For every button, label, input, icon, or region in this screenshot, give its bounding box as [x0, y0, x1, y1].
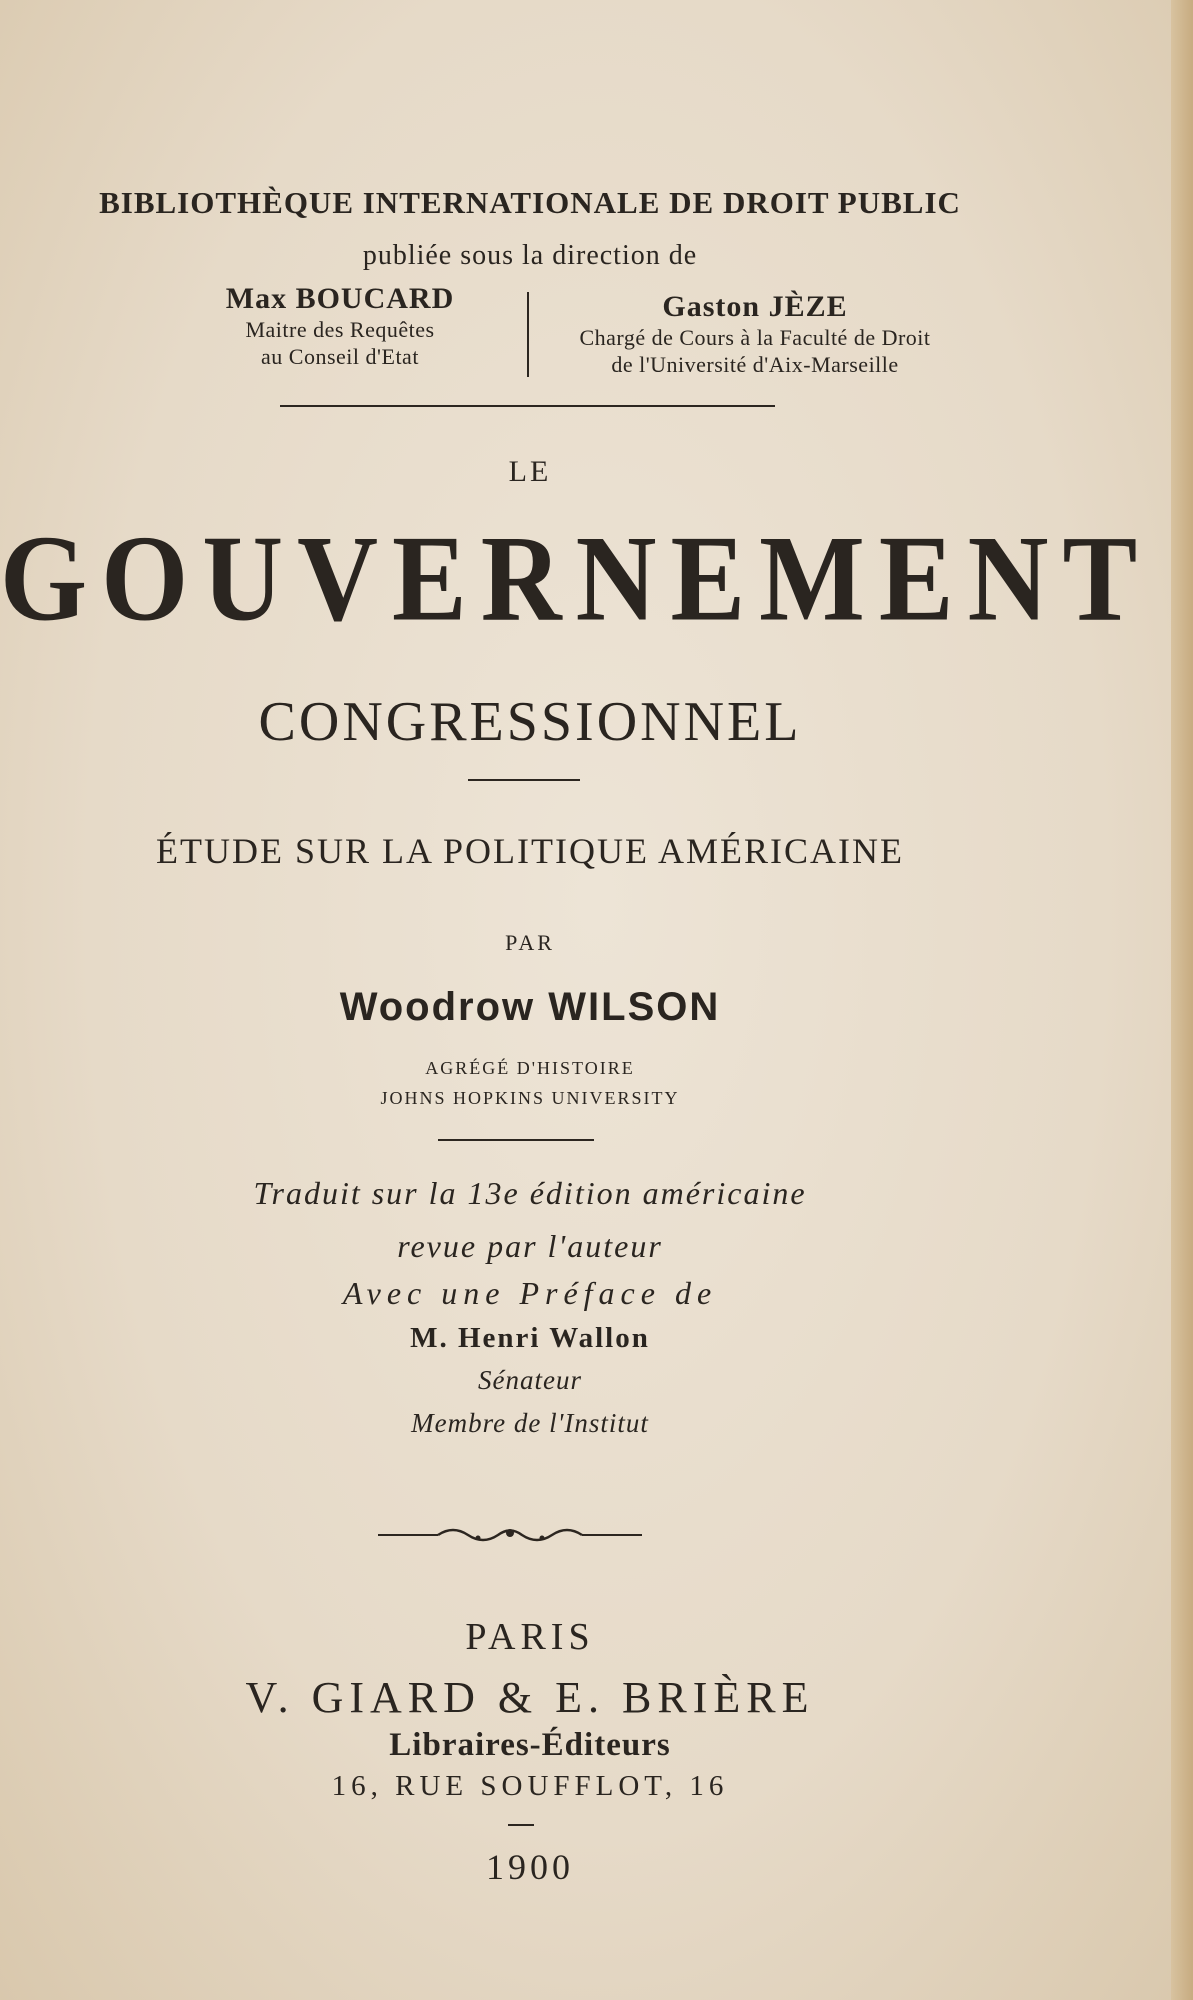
publication-year: 1900 [486, 1847, 574, 1887]
publisher-type: Libraires-Éditeurs [389, 1727, 671, 1763]
author-name: Woodrow WILSON [339, 985, 721, 1029]
page-edge [1171, 0, 1193, 2000]
publisher-address: 16, RUE SOUFFLOT, 16 [331, 1770, 729, 1802]
director-divider [527, 292, 529, 377]
director-role: Maitre des Requêtes [245, 317, 435, 342]
preface-label: Avec une Préface de [342, 1275, 718, 1311]
preface-author: M. Henri Wallon [410, 1322, 650, 1354]
author-rule [438, 1139, 594, 1141]
title-article: LE [508, 455, 552, 488]
book-description: ÉTUDE SUR LA POLITIQUE AMÉRICAINE [156, 831, 904, 871]
ornament-icon [378, 1520, 642, 1550]
director-right [535, 290, 975, 378]
director-role: Chargé de Cours à la Faculté de Droit [579, 325, 931, 350]
book-subtitle: CONGRESSIONNEL [258, 691, 802, 753]
director-name: Gaston JÈZE [662, 290, 848, 323]
translation-note: Traduit sur la 13e édition américaine [253, 1175, 807, 1211]
publisher-name: V. GIARD & E. BRIÈRE [245, 1673, 815, 1722]
director-role: de l'Université d'Aix-Marseille [611, 352, 899, 377]
preface-author-role: Sénateur [478, 1365, 582, 1395]
author-title: AGRÉGÉ D'HISTOIRE [425, 1058, 635, 1078]
title-rule [468, 779, 580, 781]
header-rule [280, 405, 775, 407]
preface-author-institution: Membre de l'Institut [411, 1408, 649, 1438]
director-left [160, 282, 520, 370]
author-affiliation: JOHNS HOPKINS UNIVERSITY [380, 1088, 680, 1108]
book-title: GOUVERNEMENT [0, 510, 1152, 648]
series-title: BIBLIOTHÈQUE INTERNATIONALE DE DROIT PUBLIC [99, 185, 961, 220]
imprint-city: PARIS [465, 1616, 595, 1658]
director-role: au Conseil d'Etat [261, 344, 419, 369]
translation-revision: revue par l'auteur [397, 1228, 663, 1264]
imprint-dash [508, 1824, 534, 1826]
by-label: PAR [505, 930, 555, 955]
director-name: Max BOUCARD [225, 282, 455, 315]
series-direction: publiée sous la direction de [362, 240, 698, 271]
